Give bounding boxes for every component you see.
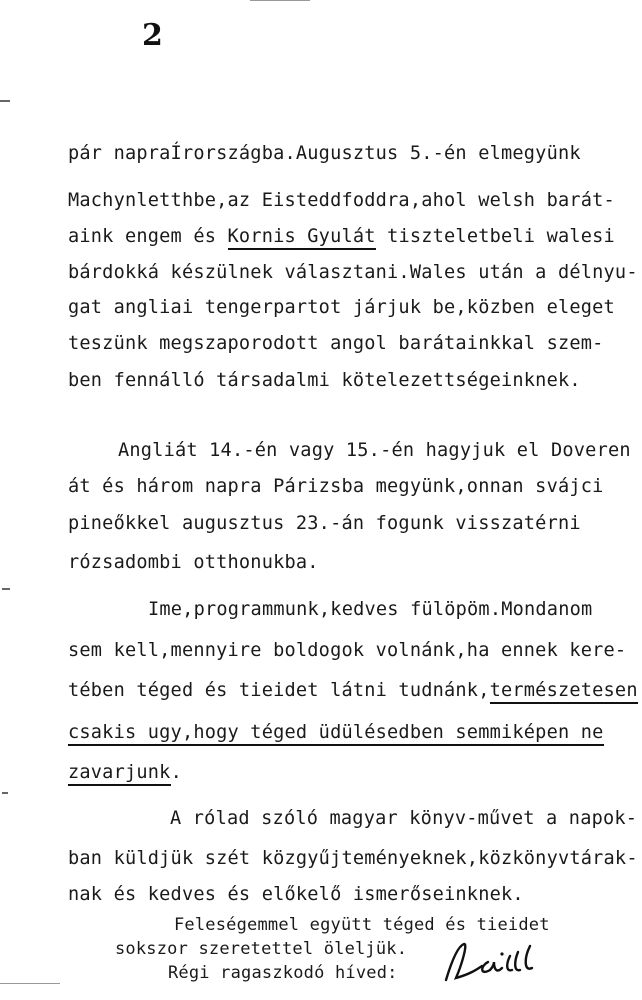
underlined-text: csakis ugy,hogy téged üdülésedben semmiképen ne xyxy=(68,722,604,746)
letter-line-3 xyxy=(68,226,615,248)
closing-line: Feleségemmel együtt téged és tieidet xyxy=(174,915,550,935)
letter-line-18 xyxy=(68,762,182,784)
letter-line: ban küldjük szét közgyűjteményeknek,közkönyvtárak- xyxy=(68,848,638,869)
letter-line: Ime,programmunk,kedves fülöpöm.Mondanom xyxy=(148,599,593,620)
letter-line-16 xyxy=(68,680,638,702)
letter-line-17 xyxy=(68,722,604,744)
scan-mark xyxy=(250,0,310,1)
letter-text: tében téged és tieidet látni tudnánk, xyxy=(68,680,490,701)
page-number: 2 xyxy=(142,18,163,53)
scan-mark xyxy=(2,588,10,590)
letter-text: . xyxy=(170,762,182,783)
letter-line: teszünk megszaporodott angol barátainkkal szem- xyxy=(68,333,604,354)
scan-mark xyxy=(0,983,60,984)
letter-line: gat angliai tengerpartot járjuk be,közben eleget xyxy=(68,297,615,318)
letter-line: A rólad szóló magyar könyv-művet a napok- xyxy=(170,808,638,829)
underlined-name: Kornis Gyulát xyxy=(228,226,376,250)
handwritten-signature xyxy=(440,938,550,988)
underlined-text: természetesen xyxy=(490,680,638,704)
underlined-text: zavarjunk xyxy=(68,762,171,786)
letter-line: Angliát 14.-én vagy 15.-én hagyjuk el Doveren xyxy=(118,440,631,461)
letter-line: rózsadombi otthonukba. xyxy=(68,552,319,573)
letter-line: át és három napra Párizsba megyünk,onnan svájci xyxy=(68,476,604,497)
letter-text: aink engem és xyxy=(68,226,228,247)
letter-line: pineőkkel augusztus 23.-án fogunk visszatérni xyxy=(68,513,581,534)
letter-line: bárdokká készülnek választani.Wales után a délnyu- xyxy=(68,262,638,283)
letter-line: sem kell,mennyire boldogok volnánk,ha ennek kere- xyxy=(68,640,627,661)
closing-line: Régi ragaszkodó híved: xyxy=(168,963,398,983)
letter-line: Machynletthbe,az Eisteddfoddra,ahol welsh barát- xyxy=(68,190,615,211)
letter-line: pár napraÍrországba.Augusztus 5.-én elmegyünk xyxy=(68,143,581,164)
closing-line: sokszor szeretettel öleljük. xyxy=(115,939,408,959)
scan-mark xyxy=(0,100,10,102)
letter-line: nak és kedves és előkelő ismerőseinknek. xyxy=(68,884,524,905)
letter-text: tiszteletbeli walesi xyxy=(375,226,615,247)
letter-line: ben fennálló társadalmi kötelezettségeinknek. xyxy=(68,370,581,391)
scan-mark xyxy=(2,792,8,794)
